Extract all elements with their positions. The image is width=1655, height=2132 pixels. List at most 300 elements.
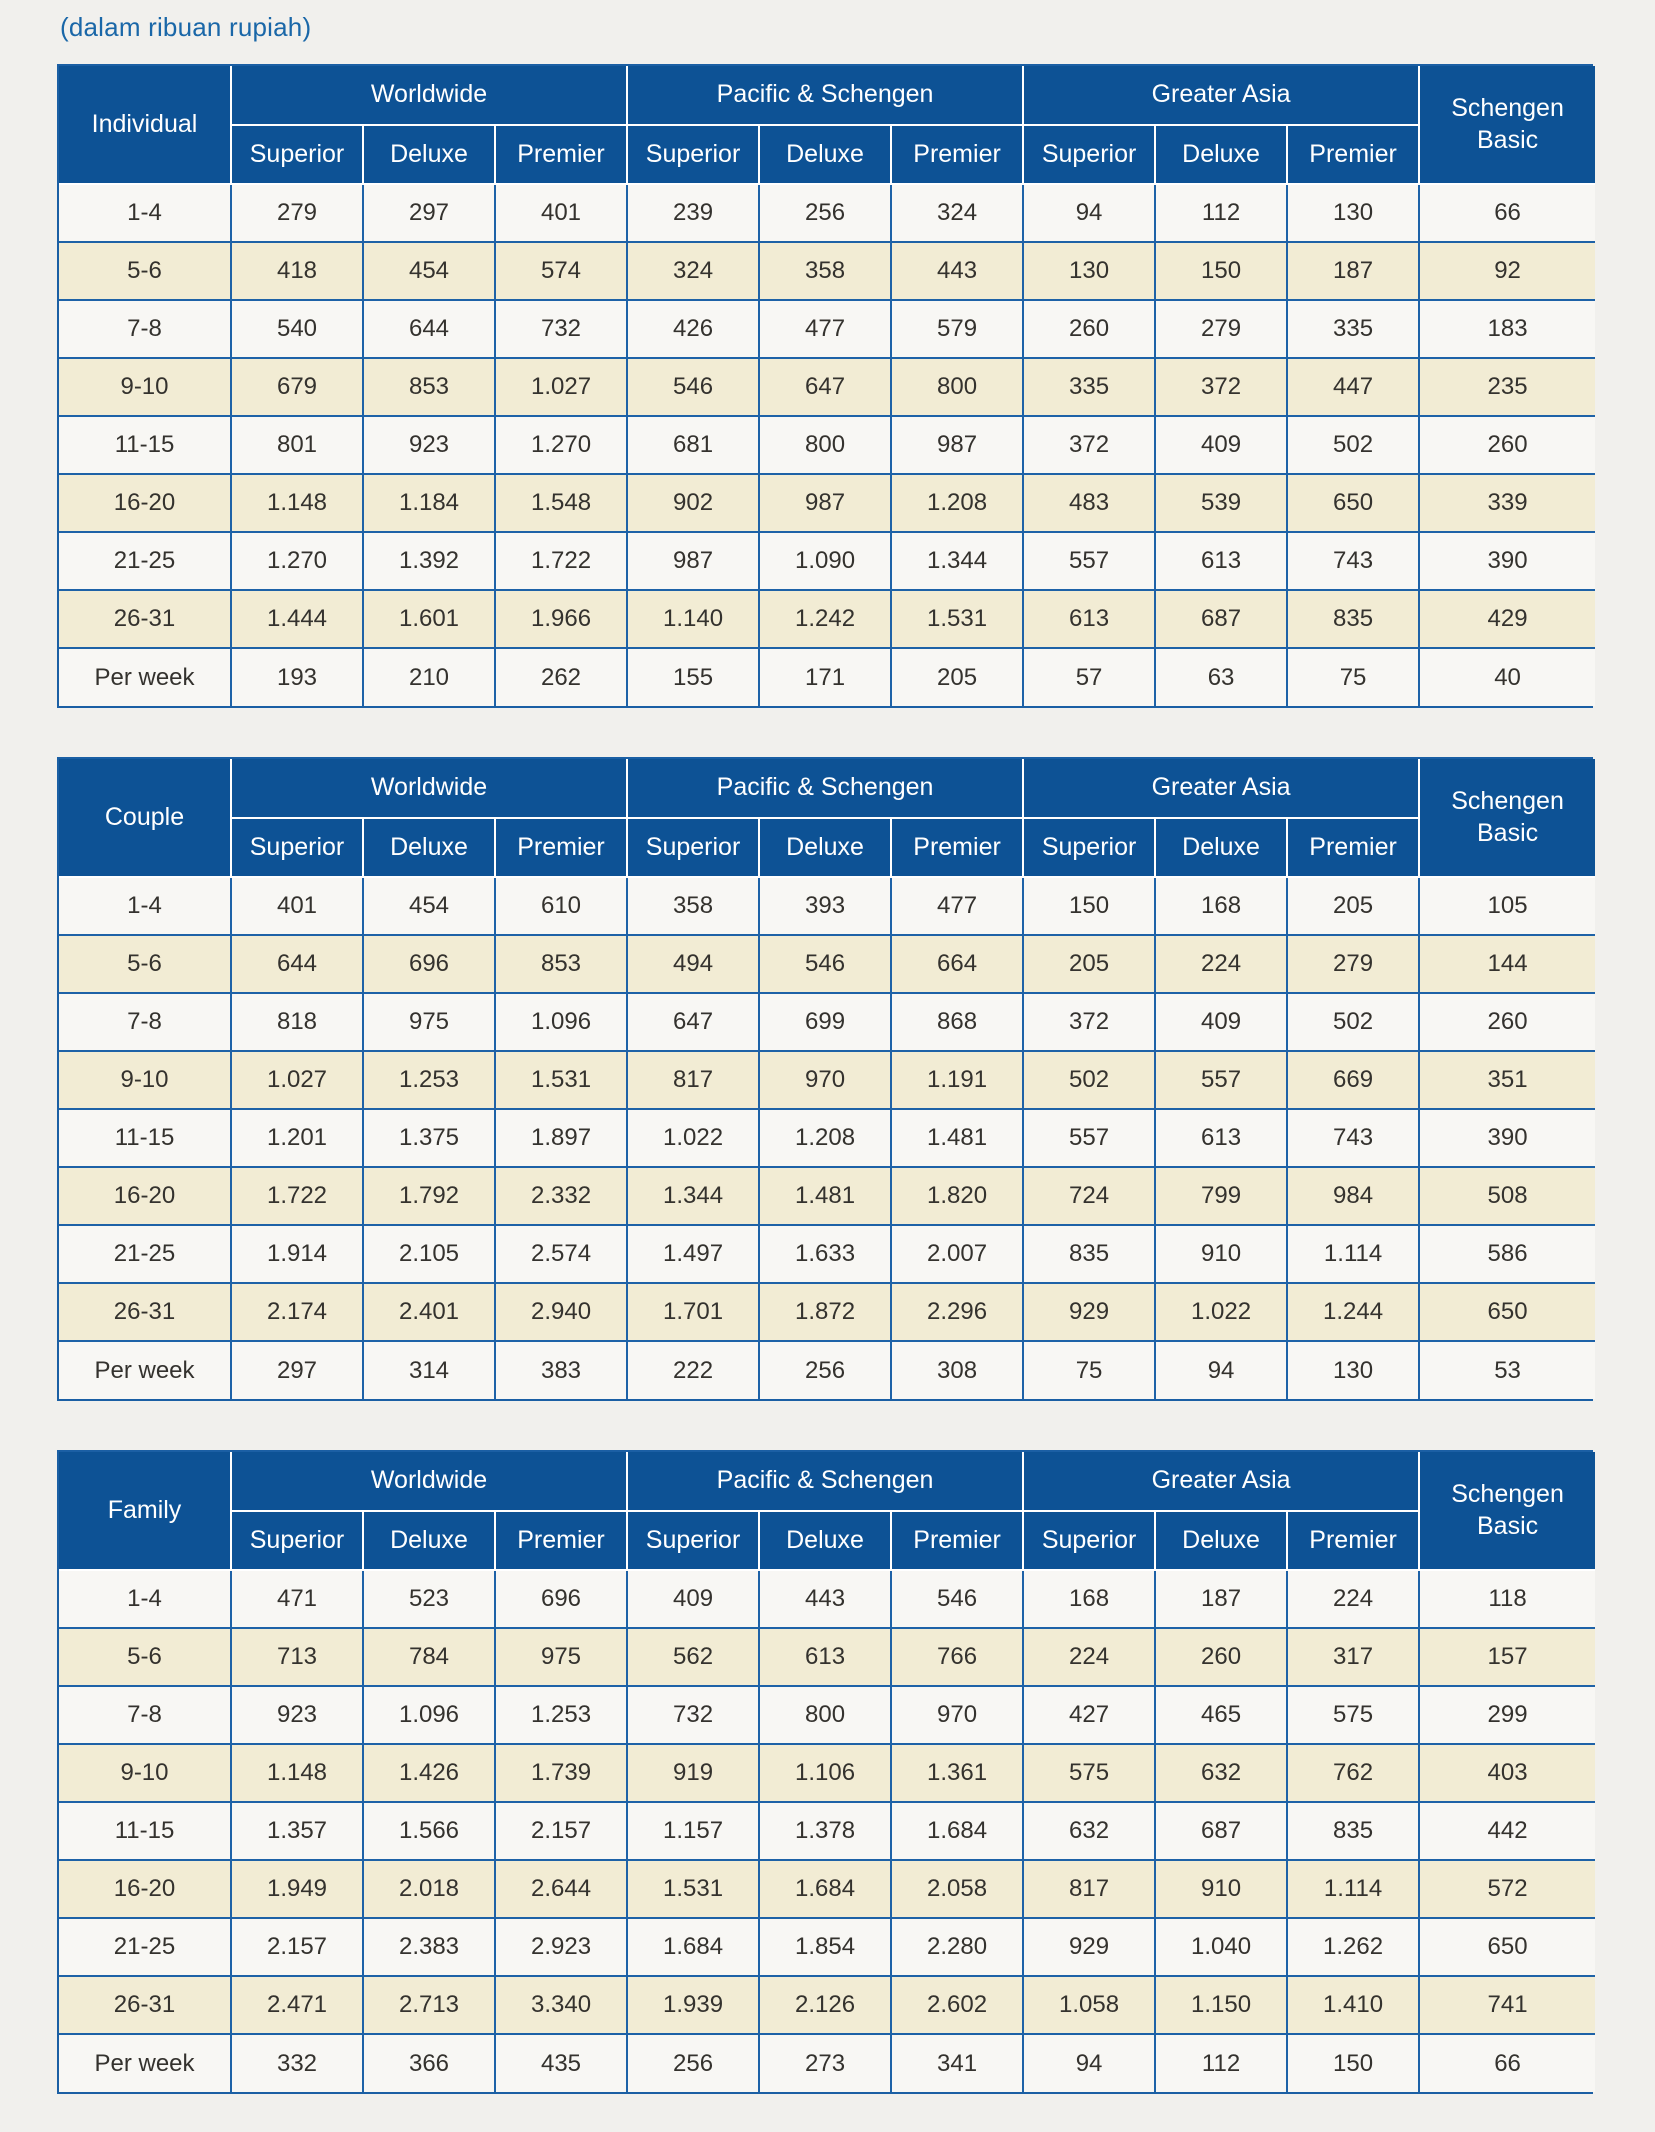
price-cell: 2.126 [759,1976,891,2034]
price-cell: 1.739 [495,1744,627,1802]
price-cell: 1.684 [759,1860,891,1918]
price-cell: 317 [1287,1628,1419,1686]
price-cell: 1.633 [759,1225,891,1283]
row-label: 26-31 [59,590,231,648]
price-cell: 63 [1155,648,1287,706]
price-cell: 1.914 [231,1225,363,1283]
price-cell: 403 [1419,1744,1595,1802]
price-cell: 260 [1419,416,1595,474]
price-cell: 447 [1287,358,1419,416]
tier-header-deluxe: Deluxe [363,125,495,184]
price-cell: 732 [627,1686,759,1744]
tier-header-superior: Superior [231,125,363,184]
price-cell: 696 [495,1570,627,1628]
price-cell: 477 [891,877,1023,935]
price-cell: 613 [759,1628,891,1686]
price-cell: 150 [1023,877,1155,935]
row-label: Per week [59,2034,231,2092]
tier-header-superior: Superior [627,818,759,877]
table-row [59,1225,1595,1283]
price-cell: 1.090 [759,532,891,590]
row-label: 1-4 [59,184,231,242]
price-cell: 3.340 [495,1976,627,2034]
price-cell: 112 [1155,184,1287,242]
price-cell: 2.296 [891,1283,1023,1341]
price-cell: 650 [1287,474,1419,532]
price-cell: 1.022 [627,1109,759,1167]
table-row [59,1976,1595,2034]
price-cell: 401 [495,184,627,242]
price-cell: 546 [627,358,759,416]
schengen-basic-header: Schengen Basic [1419,1452,1595,1570]
region-header-worldwide: Worldwide [231,66,627,125]
tier-header-deluxe: Deluxe [759,1511,891,1570]
group-label-family: Family [59,1452,231,1570]
price-cell: 2.383 [363,1918,495,1976]
price-cell: 435 [495,2034,627,2092]
price-cell: 1.701 [627,1283,759,1341]
price-cell: 1.378 [759,1802,891,1860]
price-cell: 575 [1023,1744,1155,1802]
price-cell: 929 [1023,1283,1155,1341]
price-cell: 144 [1419,935,1595,993]
tier-header-deluxe: Deluxe [1155,818,1287,877]
price-cell: 171 [759,648,891,706]
table-row [59,2034,1595,2092]
row-label: Per week [59,648,231,706]
price-cell: 256 [759,184,891,242]
price-cell: 910 [1155,1860,1287,1918]
price-cell: 94 [1023,2034,1155,2092]
price-cell: 696 [363,935,495,993]
price-cell: 279 [1287,935,1419,993]
price-cell: 923 [363,416,495,474]
table-row [59,1167,1595,1225]
price-cell: 929 [1023,1918,1155,1976]
price-cell: 2.280 [891,1918,1023,1976]
price-cell: 508 [1419,1167,1595,1225]
row-label: 9-10 [59,1744,231,1802]
price-cell: 401 [231,877,363,935]
tier-header-premier: Premier [495,125,627,184]
price-cell: 632 [1023,1802,1155,1860]
table-row [59,1109,1595,1167]
price-cell: 297 [231,1341,363,1399]
price-cell: 409 [627,1570,759,1628]
price-cell: 975 [495,1628,627,1686]
table-row [59,1628,1595,1686]
price-cell: 262 [495,648,627,706]
table-row [59,935,1595,993]
price-cell: 279 [231,184,363,242]
region-header-greater-asia: Greater Asia [1023,1452,1419,1511]
price-cell: 732 [495,300,627,358]
price-cell: 817 [627,1051,759,1109]
price-cell: 1.601 [363,590,495,648]
price-cell: 987 [891,416,1023,474]
price-cell: 1.140 [627,590,759,648]
price-cell: 1.106 [759,1744,891,1802]
price-cell: 1.566 [363,1802,495,1860]
price-cell: 427 [1023,1686,1155,1744]
price-cell: 699 [759,993,891,1051]
price-cell: 1.150 [1155,1976,1287,2034]
price-cell: 157 [1419,1628,1595,1686]
table-row [59,1918,1595,1976]
price-cell: 1.148 [231,1744,363,1802]
schengen-basic-header: Schengen Basic [1419,66,1595,184]
tier-header-premier: Premier [891,1511,1023,1570]
schengen-basic-header: Schengen Basic [1419,759,1595,877]
price-cell: 1.344 [891,532,1023,590]
table-row [59,1744,1595,1802]
price-cell: 409 [1155,416,1287,474]
price-cell: 1.531 [495,1051,627,1109]
price-cell: 919 [627,1744,759,1802]
region-header-worldwide: Worldwide [231,759,627,818]
price-cell: 2.471 [231,1976,363,2034]
price-cell: 1.481 [891,1109,1023,1167]
row-label: 5-6 [59,935,231,993]
row-label: 11-15 [59,1109,231,1167]
price-cell: 1.208 [759,1109,891,1167]
table-row [59,416,1595,474]
price-cell: 358 [627,877,759,935]
table-row [59,300,1595,358]
price-cell: 1.426 [363,1744,495,1802]
tier-header-premier: Premier [1287,1511,1419,1570]
price-cell: 681 [627,416,759,474]
price-cell: 613 [1155,532,1287,590]
price-cell: 724 [1023,1167,1155,1225]
price-cell: 2.174 [231,1283,363,1341]
price-cell: 308 [891,1341,1023,1399]
price-cell: 57 [1023,648,1155,706]
price-cell: 443 [759,1570,891,1628]
row-label: Per week [59,1341,231,1399]
table-row [59,184,1595,242]
price-cell: 1.253 [363,1051,495,1109]
price-cell: 2.574 [495,1225,627,1283]
price-cell: 332 [231,2034,363,2092]
price-cell: 2.713 [363,1976,495,2034]
price-cell: 314 [363,1341,495,1399]
table-row [59,1341,1595,1399]
price-cell: 383 [495,1341,627,1399]
price-cell: 762 [1287,1744,1419,1802]
price-cell: 800 [891,358,1023,416]
price-cell: 205 [1023,935,1155,993]
price-cell: 1.939 [627,1976,759,2034]
row-label: 1-4 [59,1570,231,1628]
table-row [59,532,1595,590]
price-cell: 130 [1023,242,1155,300]
tier-header-superior: Superior [1023,818,1155,877]
price-cell: 224 [1023,1628,1155,1686]
price-cell: 483 [1023,474,1155,532]
price-cell: 443 [891,242,1023,300]
price-cell: 454 [363,242,495,300]
price-cell: 256 [627,2034,759,2092]
tier-header-deluxe: Deluxe [1155,1511,1287,1570]
price-cell: 644 [231,935,363,993]
price-cell: 1.184 [363,474,495,532]
price-cell: 155 [627,648,759,706]
price-cell: 502 [1023,1051,1155,1109]
price-cell: 1.722 [495,532,627,590]
price-cell: 987 [759,474,891,532]
price-cell: 1.114 [1287,1860,1419,1918]
row-label: 16-20 [59,1167,231,1225]
row-label: 16-20 [59,474,231,532]
tier-header-deluxe: Deluxe [363,818,495,877]
row-label: 26-31 [59,1976,231,2034]
price-cell: 372 [1023,416,1155,474]
price-cell: 1.253 [495,1686,627,1744]
price-cell: 1.027 [495,358,627,416]
price-cell: 613 [1155,1109,1287,1167]
price-cell: 205 [891,648,1023,706]
price-cell: 260 [1023,300,1155,358]
table-row [59,1860,1595,1918]
price-cell: 987 [627,532,759,590]
region-header-row [59,1452,1595,1511]
price-cell: 372 [1023,993,1155,1051]
price-cell: 335 [1023,358,1155,416]
individual-price-table [57,64,1593,708]
price-cell: 2.105 [363,1225,495,1283]
price-cell: 2.644 [495,1860,627,1918]
price-cell: 1.792 [363,1167,495,1225]
row-label: 21-25 [59,1225,231,1283]
price-cell: 975 [363,993,495,1051]
price-cell: 222 [627,1341,759,1399]
price-cell: 224 [1287,1570,1419,1628]
price-cell: 741 [1419,1976,1595,2034]
price-cell: 984 [1287,1167,1419,1225]
tier-header-row [59,1511,1595,1570]
tier-header-superior: Superior [1023,1511,1155,1570]
price-cell: 1.481 [759,1167,891,1225]
tier-header-premier: Premier [495,818,627,877]
price-cell: 546 [759,935,891,993]
price-cell: 324 [891,184,1023,242]
price-cell: 818 [231,993,363,1051]
price-cell: 168 [1155,877,1287,935]
price-cell: 766 [891,1628,1023,1686]
price-cell: 1.022 [1155,1283,1287,1341]
price-cell: 1.208 [891,474,1023,532]
price-cell: 366 [363,2034,495,2092]
price-cell: 579 [891,300,1023,358]
row-label: 7-8 [59,1686,231,1744]
price-cell: 53 [1419,1341,1595,1399]
price-cell: 1.531 [891,590,1023,648]
price-cell: 130 [1287,184,1419,242]
currency-note: (dalam ribuan rupiah) [60,12,312,42]
price-cell: 256 [759,1341,891,1399]
price-table [59,1452,1595,2092]
price-cell: 494 [627,935,759,993]
tier-header-row [59,125,1595,184]
region-header-pacific-schengen: Pacific & Schengen [627,1452,1023,1511]
price-cell: 224 [1155,935,1287,993]
row-label: 11-15 [59,1802,231,1860]
price-cell: 562 [627,1628,759,1686]
table-row [59,1051,1595,1109]
price-cell: 339 [1419,474,1595,532]
region-header-row [59,66,1595,125]
price-table [59,66,1595,706]
row-label: 9-10 [59,1051,231,1109]
price-cell: 572 [1419,1860,1595,1918]
row-label: 26-31 [59,1283,231,1341]
price-cell: 1.966 [495,590,627,648]
region-header-pacific-schengen: Pacific & Schengen [627,759,1023,818]
price-cell: 801 [231,416,363,474]
price-cell: 687 [1155,590,1287,648]
price-cell: 150 [1155,242,1287,300]
table-row [59,1283,1595,1341]
price-cell: 687 [1155,1802,1287,1860]
price-cell: 2.018 [363,1860,495,1918]
price-cell: 835 [1023,1225,1155,1283]
price-cell: 1.096 [495,993,627,1051]
price-cell: 351 [1419,1051,1595,1109]
price-cell: 393 [759,877,891,935]
price-cell: 150 [1287,2034,1419,2092]
price-cell: 546 [891,1570,1023,1628]
table-row [59,993,1595,1051]
price-cell: 2.058 [891,1860,1023,1918]
couple-price-table [57,757,1593,1401]
price-cell: 193 [231,648,363,706]
price-cell: 1.244 [1287,1283,1419,1341]
tier-header-premier: Premier [1287,818,1419,877]
price-cell: 426 [627,300,759,358]
price-cell: 1.392 [363,532,495,590]
price-cell: 502 [1287,416,1419,474]
price-cell: 66 [1419,2034,1595,2092]
price-cell: 784 [363,1628,495,1686]
price-cell: 502 [1287,993,1419,1051]
price-cell: 650 [1419,1918,1595,1976]
price-cell: 1.242 [759,590,891,648]
price-cell: 523 [363,1570,495,1628]
table-row [59,358,1595,416]
price-cell: 647 [759,358,891,416]
price-cell: 853 [363,358,495,416]
price-cell: 632 [1155,1744,1287,1802]
price-cell: 800 [759,416,891,474]
price-cell: 2.157 [231,1918,363,1976]
price-cell: 454 [363,877,495,935]
row-label: 5-6 [59,1628,231,1686]
price-cell: 1.344 [627,1167,759,1225]
price-cell: 574 [495,242,627,300]
tier-header-deluxe: Deluxe [363,1511,495,1570]
price-cell: 1.684 [627,1918,759,1976]
region-header-row [59,759,1595,818]
price-cell: 92 [1419,242,1595,300]
price-cell: 586 [1419,1225,1595,1283]
price-cell: 2.401 [363,1283,495,1341]
price-cell: 1.548 [495,474,627,532]
price-cell: 613 [1023,590,1155,648]
price-cell: 187 [1287,242,1419,300]
price-cell: 235 [1419,358,1595,416]
row-label: 7-8 [59,993,231,1051]
price-cell: 187 [1155,1570,1287,1628]
price-cell: 390 [1419,532,1595,590]
price-cell: 1.361 [891,1744,1023,1802]
price-cell: 205 [1287,877,1419,935]
price-cell: 130 [1287,1341,1419,1399]
price-cell: 1.444 [231,590,363,648]
price-cell: 358 [759,242,891,300]
price-cell: 743 [1287,532,1419,590]
price-cell: 557 [1155,1051,1287,1109]
family-price-table [57,1450,1593,2094]
price-cell: 1.357 [231,1802,363,1860]
row-label: 16-20 [59,1860,231,1918]
price-cell: 1.897 [495,1109,627,1167]
price-cell: 650 [1419,1283,1595,1341]
price-cell: 1.854 [759,1918,891,1976]
price-cell: 970 [891,1686,1023,1744]
price-cell: 835 [1287,1802,1419,1860]
price-cell: 1.027 [231,1051,363,1109]
price-cell: 557 [1023,532,1155,590]
tier-header-premier: Premier [891,125,1023,184]
price-cell: 1.820 [891,1167,1023,1225]
price-cell: 341 [891,2034,1023,2092]
price-cell: 335 [1287,300,1419,358]
price-cell: 299 [1419,1686,1595,1744]
price-cell: 297 [363,184,495,242]
price-cell: 390 [1419,1109,1595,1167]
table-row [59,1802,1595,1860]
price-cell: 2.332 [495,1167,627,1225]
group-label-couple: Couple [59,759,231,877]
row-label: 21-25 [59,532,231,590]
price-cell: 647 [627,993,759,1051]
price-cell: 910 [1155,1225,1287,1283]
tier-header-deluxe: Deluxe [759,818,891,877]
price-cell: 743 [1287,1109,1419,1167]
price-cell: 1.722 [231,1167,363,1225]
table-row [59,877,1595,935]
tier-header-row [59,818,1595,877]
row-label: 1-4 [59,877,231,935]
price-cell: 669 [1287,1051,1419,1109]
price-cell: 853 [495,935,627,993]
price-cell: 94 [1155,1341,1287,1399]
price-cell: 1.270 [495,416,627,474]
price-cell: 1.114 [1287,1225,1419,1283]
price-cell: 1.531 [627,1860,759,1918]
region-header-greater-asia: Greater Asia [1023,759,1419,818]
price-cell: 1.270 [231,532,363,590]
price-cell: 260 [1155,1628,1287,1686]
price-cell: 465 [1155,1686,1287,1744]
price-cell: 575 [1287,1686,1419,1744]
price-cell: 970 [759,1051,891,1109]
table-row [59,1570,1595,1628]
price-cell: 273 [759,2034,891,2092]
price-cell: 94 [1023,184,1155,242]
price-cell: 923 [231,1686,363,1744]
